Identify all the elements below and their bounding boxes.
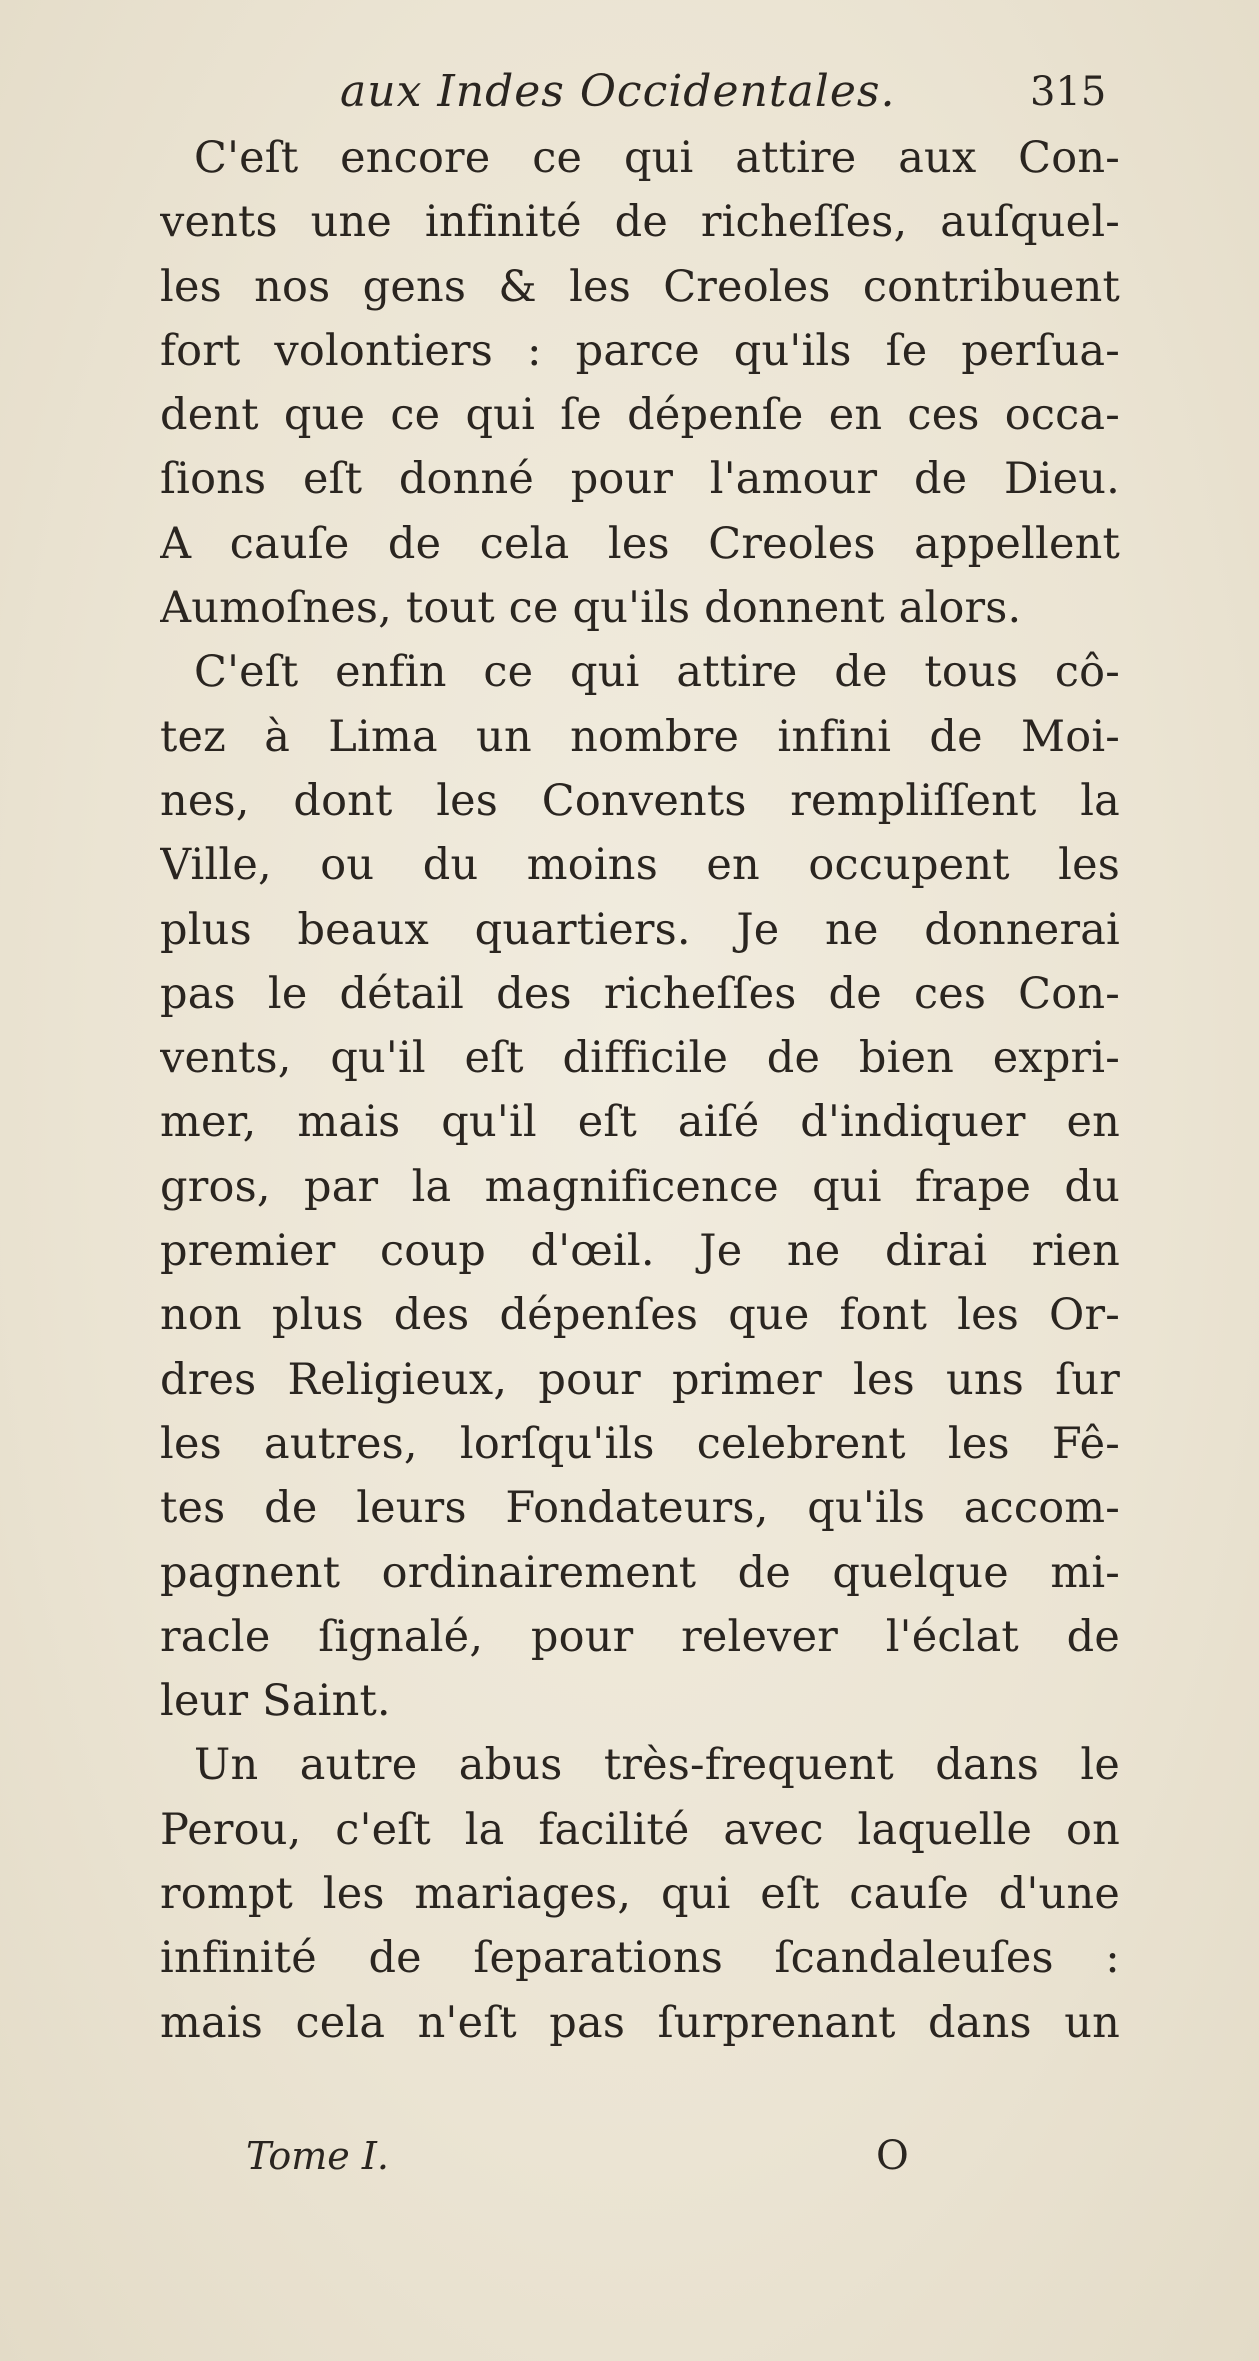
text-line-10: tez à Lima un nombre infini de Moi- (160, 711, 1120, 762)
text-line-15: vents, qu'il eſt difficile de bien expri- (160, 1033, 1120, 1084)
text-line-9: C'eſt enfin ce qui attire de tous cô- (194, 647, 1120, 698)
text-line-30: mais cela n'eſt pas ſurprenant dans un (160, 1997, 1120, 2048)
text-line-4: fort volontiers : parce qu'ils ſe perſua- (160, 325, 1120, 376)
text-line-7: A cauſe de cela les Creoles appellent (160, 518, 1120, 569)
text-line-21: les autres, lorſqu'ils celebrent les Fê- (160, 1418, 1120, 1469)
text-line-27: Perou, c'eſt la facilité avec laquelle on (160, 1804, 1120, 1855)
text-line-19: non plus des dépenſes que font les Or- (160, 1290, 1120, 1341)
running-head: aux Indes Occidentales. (340, 66, 896, 117)
text-line-26: Un autre abus très-frequent dans le (194, 1740, 1120, 1791)
text-line-29: infinité de ſeparations ſcandaleuſes : (160, 1933, 1120, 1984)
text-line-13: plus beaux quartiers. Je ne donnerai (160, 904, 1120, 955)
text-line-22: tes de leurs Fondateurs, qu'ils accom- (160, 1483, 1120, 1534)
page-number: 315 (1030, 69, 1107, 115)
catchword: O (876, 2133, 909, 2179)
signature-mark: Tome I. (246, 2134, 389, 2178)
text-line-24: racle ſignalé, pour relever l'éclat de (160, 1611, 1120, 1662)
text-line-17: gros, par la magnificence qui frape du (160, 1161, 1120, 1212)
text-line-1: C'eſt encore ce qui attire aux Con- (194, 133, 1120, 183)
text-line-16: mer, mais qu'il eſt aiſé d'indiquer en (160, 1097, 1120, 1148)
text-line-20: dres Religieux, pour primer les uns ſur (160, 1354, 1120, 1405)
page-header (0, 62, 1259, 122)
text-line-11: nes, dont les Convents rempliſſent la (160, 775, 1120, 826)
text-line-18: premier coup d'œil. Je ne dirai rien (160, 1226, 1120, 1277)
text-line-14: pas le détail des richeſſes de ces Con- (160, 968, 1120, 1019)
text-line-2: vents une infinité de richeſſes, auſquel- (160, 197, 1120, 248)
page-footer (0, 2126, 1259, 2186)
text-line-3: les nos gens & les Creoles contribuent (160, 261, 1120, 312)
text-line-6: ſions eſt donné pour l'amour de Dieu. (160, 454, 1120, 505)
text-line-12: Ville, ou du moins en occupent les (160, 840, 1120, 891)
text-line-25: leur Saint. (160, 1676, 391, 1727)
text-line-5: dent que ce qui ſe dépenſe en ces occa- (160, 390, 1120, 441)
text-line-28: rompt les mariages, qui eſt cauſe d'une (160, 1869, 1120, 1920)
text-line-8: Aumoſnes, tout ce qu'ils donnent alors. (160, 583, 1022, 634)
text-line-23: pagnent ordinairement de quelque mi- (160, 1547, 1120, 1598)
body-text (160, 126, 1120, 2055)
